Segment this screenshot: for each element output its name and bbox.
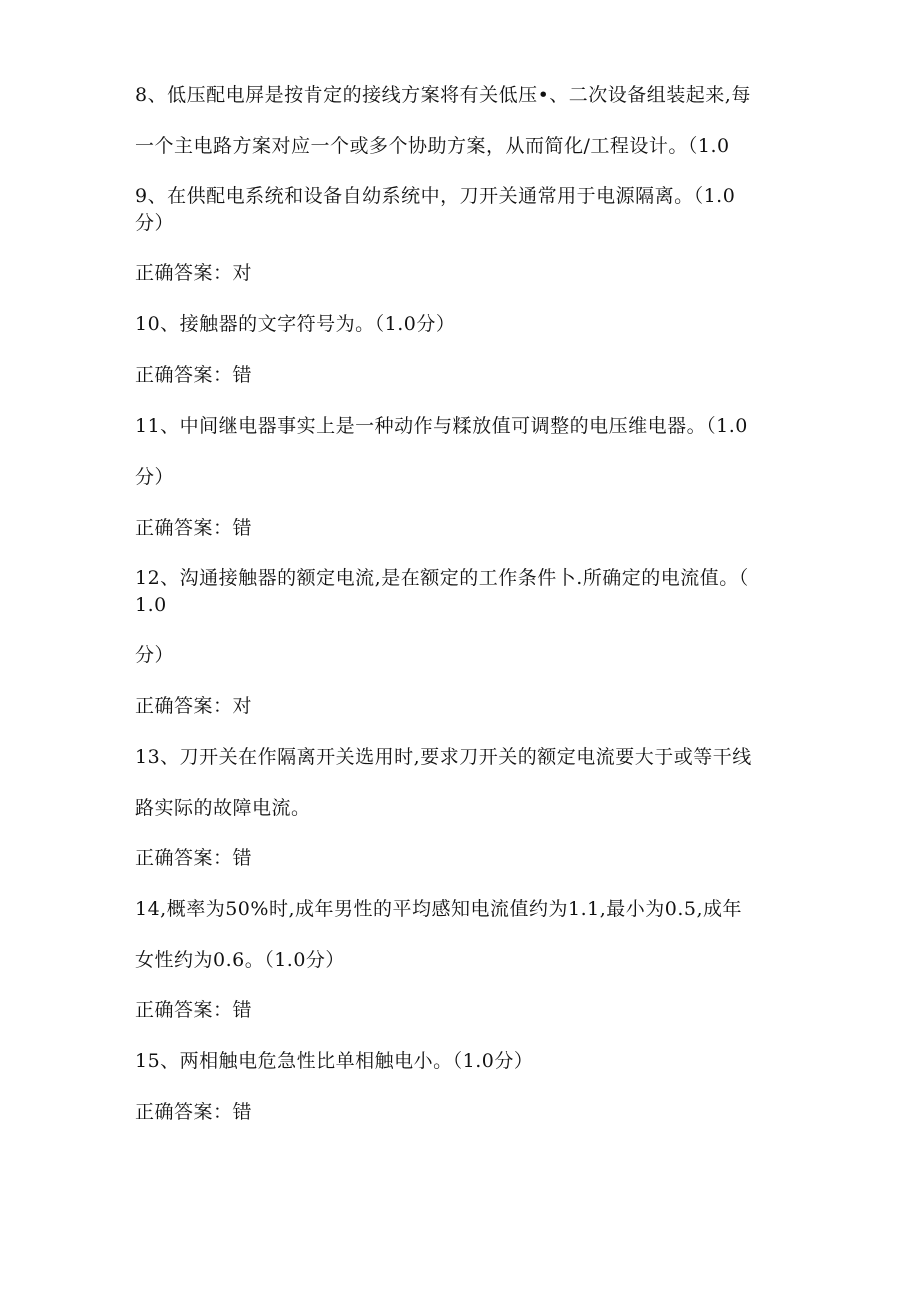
q14-text-line-1: 14,概率为50%时,成年男性的平均感知电流值约为1.1,最小为0.5,成年 xyxy=(135,898,742,920)
q9-text-line-1: 9、在供配电系统和设备自幼系统中，刀开关通常用于电源隔离。（1.0 xyxy=(135,185,736,207)
q11-text-line-1: 11、中间继电器事实上是一种动作与糅放值可调整的电压维电器。（1.0 xyxy=(135,415,748,437)
q11-text-line-2: 分） xyxy=(135,466,175,488)
q8-text-line-1: 8、低压配电屏是按肯定的接线方案将有关低压•、二次设备组装起来,每 xyxy=(135,84,751,106)
q13-text-line-1: 13、刀开关在作隔离开关选用时,要求刀开关的额定电流要大于或等干线 xyxy=(135,746,752,768)
q8-text-line-2: 一个主电路方案对应一个或多个协助方案，从而简化/工程设计。（1.0 xyxy=(135,135,730,157)
q15-answer: 正确答案：错 xyxy=(135,1101,253,1123)
q14-answer: 正确答案：错 xyxy=(135,999,253,1021)
q11-answer: 正确答案：错 xyxy=(135,517,253,539)
q15-text: 15、两相触电危急性比单相触电小。（1.0分） xyxy=(135,1050,534,1072)
q9-text-line-2: 分） xyxy=(135,212,175,234)
q9-answer: 正确答案：对 xyxy=(135,262,253,284)
q13-text-line-2: 路实际的故障电流。 xyxy=(135,797,311,819)
q12-text-line-3: 分） xyxy=(135,644,175,666)
q12-text-line-1: 12、沟通接触器的额定电流,是在额定的工作条件卜.所确定的电流值。（ xyxy=(135,567,749,589)
q12-answer: 正确答案：对 xyxy=(135,695,253,717)
q12-text-line-2: 1.0 xyxy=(135,594,167,616)
q13-answer: 正确答案：错 xyxy=(135,847,253,869)
q10-answer: 正确答案：错 xyxy=(135,364,253,386)
q14-text-line-2: 女性约为0.6。（1.0分） xyxy=(135,949,345,971)
q10-text: 10、接触器的文字符号为。（1.0分） xyxy=(135,313,456,335)
